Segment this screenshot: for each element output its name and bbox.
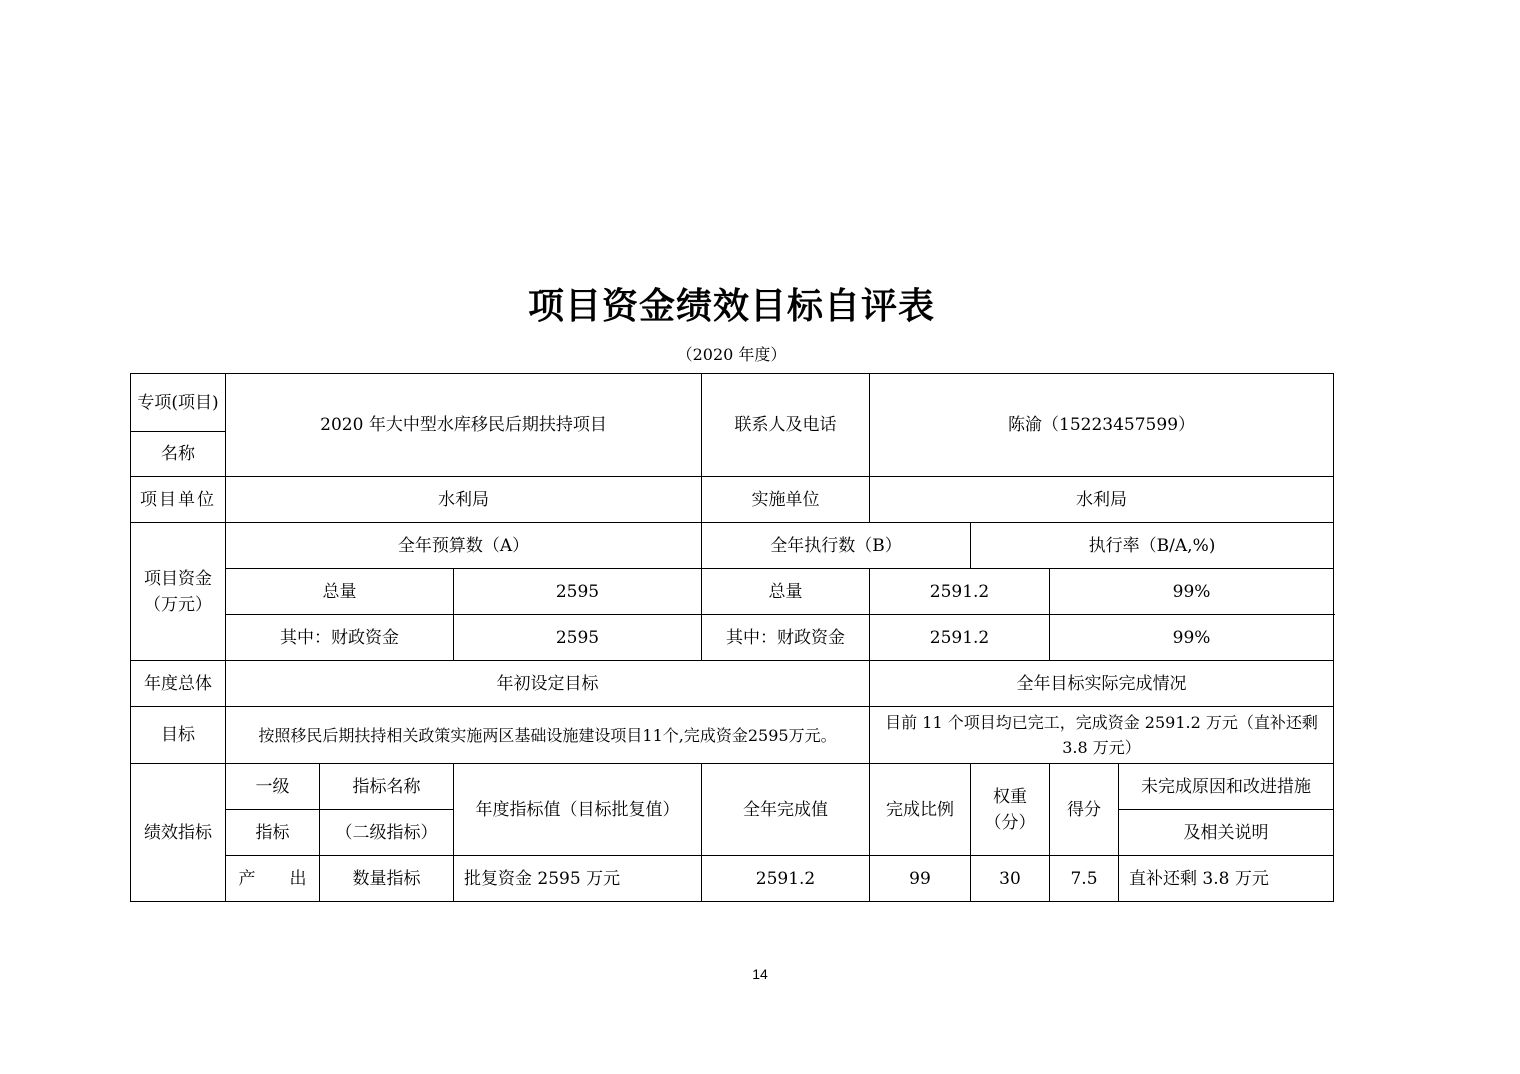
goal-actual-header: 全年目标实际完成情况 <box>870 661 1334 707</box>
indicator-level-header-bottom: 指标 <box>226 810 320 856</box>
budget-total-label: 总量 <box>226 569 454 615</box>
rate-header: 执行率（B/A,%) <box>971 523 1334 569</box>
indicator-reason-header-top: 未完成原因和改进措施 <box>1119 764 1334 810</box>
indicator-level: 产 出 <box>226 856 320 902</box>
goal-header-row <box>131 661 1334 707</box>
contact-value: 陈渝（15223457599） <box>870 374 1334 477</box>
page-number: 14 <box>752 966 768 982</box>
indicator-name: 数量指标 <box>320 856 454 902</box>
exec-header: 全年执行数（B） <box>702 523 971 569</box>
goal-set-header: 年初设定目标 <box>226 661 870 707</box>
goal-actual-text: 目前 11 个项目均已完工，完成资金 2591.2 万元（直补还剩 3.8 万元） <box>870 707 1334 764</box>
indicator-full-value: 2591.2 <box>702 856 870 902</box>
goal-text-row <box>131 707 1334 764</box>
indicator-row <box>131 856 1334 902</box>
indicator-score-value: 7.5 <box>1050 856 1119 902</box>
budget-fiscal-value: 2595 <box>454 615 702 661</box>
indicator-full-header: 全年完成值 <box>702 764 870 856</box>
indicator-name-header-top: 指标名称 <box>320 764 454 810</box>
unit-value: 水利局 <box>226 477 702 523</box>
funds-fiscal-row <box>131 615 1334 661</box>
indicator-header-row <box>131 764 1334 810</box>
project-name-row <box>131 374 1334 432</box>
indicator-annual-header: 年度指标值（目标批复值） <box>454 764 702 856</box>
funds-total-row <box>131 569 1334 615</box>
unit-label: 项目单位 <box>131 477 226 523</box>
page-title: 项目资金绩效目标自评表 <box>527 286 935 327</box>
project-label-top: 专项(项目) <box>131 374 226 432</box>
exec-total-value: 2591.2 <box>870 569 1050 615</box>
rate-fiscal-value: 99% <box>1050 615 1334 661</box>
goal-label-bottom: 目标 <box>131 707 226 764</box>
impl-unit-label: 实施单位 <box>702 477 870 523</box>
budget-total-value: 2595 <box>454 569 702 615</box>
indicator-score-header: 得分 <box>1050 764 1119 856</box>
indicator-weight-header: 权重（分） <box>971 764 1050 856</box>
year-subtitle: （2020 年度） <box>676 345 787 364</box>
indicator-reason-value: 直补还剩 3.8 万元 <box>1119 856 1334 902</box>
impl-unit-value: 水利局 <box>870 477 1334 523</box>
goal-set-text: 按照移民后期扶持相关政策实施两区基础设施建设项目11个,完成资金2595万元。 <box>226 707 870 764</box>
project-label-bottom: 名称 <box>131 432 226 477</box>
exec-fiscal-value: 2591.2 <box>870 615 1050 661</box>
indicator-reason-header-bottom: 及相关说明 <box>1119 810 1334 856</box>
indicator-name-header-bottom: （二级指标） <box>320 810 454 856</box>
exec-fiscal-label: 其中：财政资金 <box>702 615 870 661</box>
indicator-ratio-value: 99 <box>870 856 971 902</box>
evaluation-table <box>130 373 1334 902</box>
funds-header-row <box>131 523 1334 569</box>
budget-fiscal-label: 其中：财政资金 <box>226 615 454 661</box>
project-name: 2020 年大中型水库移民后期扶持项目 <box>226 374 702 477</box>
indicator-level-header-top: 一级 <box>226 764 320 810</box>
rate-total-value: 99% <box>1050 569 1334 615</box>
funds-label: 项目资金（万元） <box>131 523 226 661</box>
contact-label: 联系人及电话 <box>702 374 870 477</box>
indicator-annual-value: 批复资金 2595 万元 <box>454 856 702 902</box>
indicators-label: 绩效指标 <box>131 764 226 902</box>
exec-total-label: 总量 <box>702 569 870 615</box>
unit-row <box>131 477 1334 523</box>
indicator-weight-value: 30 <box>971 856 1050 902</box>
indicator-ratio-header: 完成比例 <box>870 764 971 856</box>
budget-header: 全年预算数（A） <box>226 523 702 569</box>
goal-label-top: 年度总体 <box>131 661 226 707</box>
